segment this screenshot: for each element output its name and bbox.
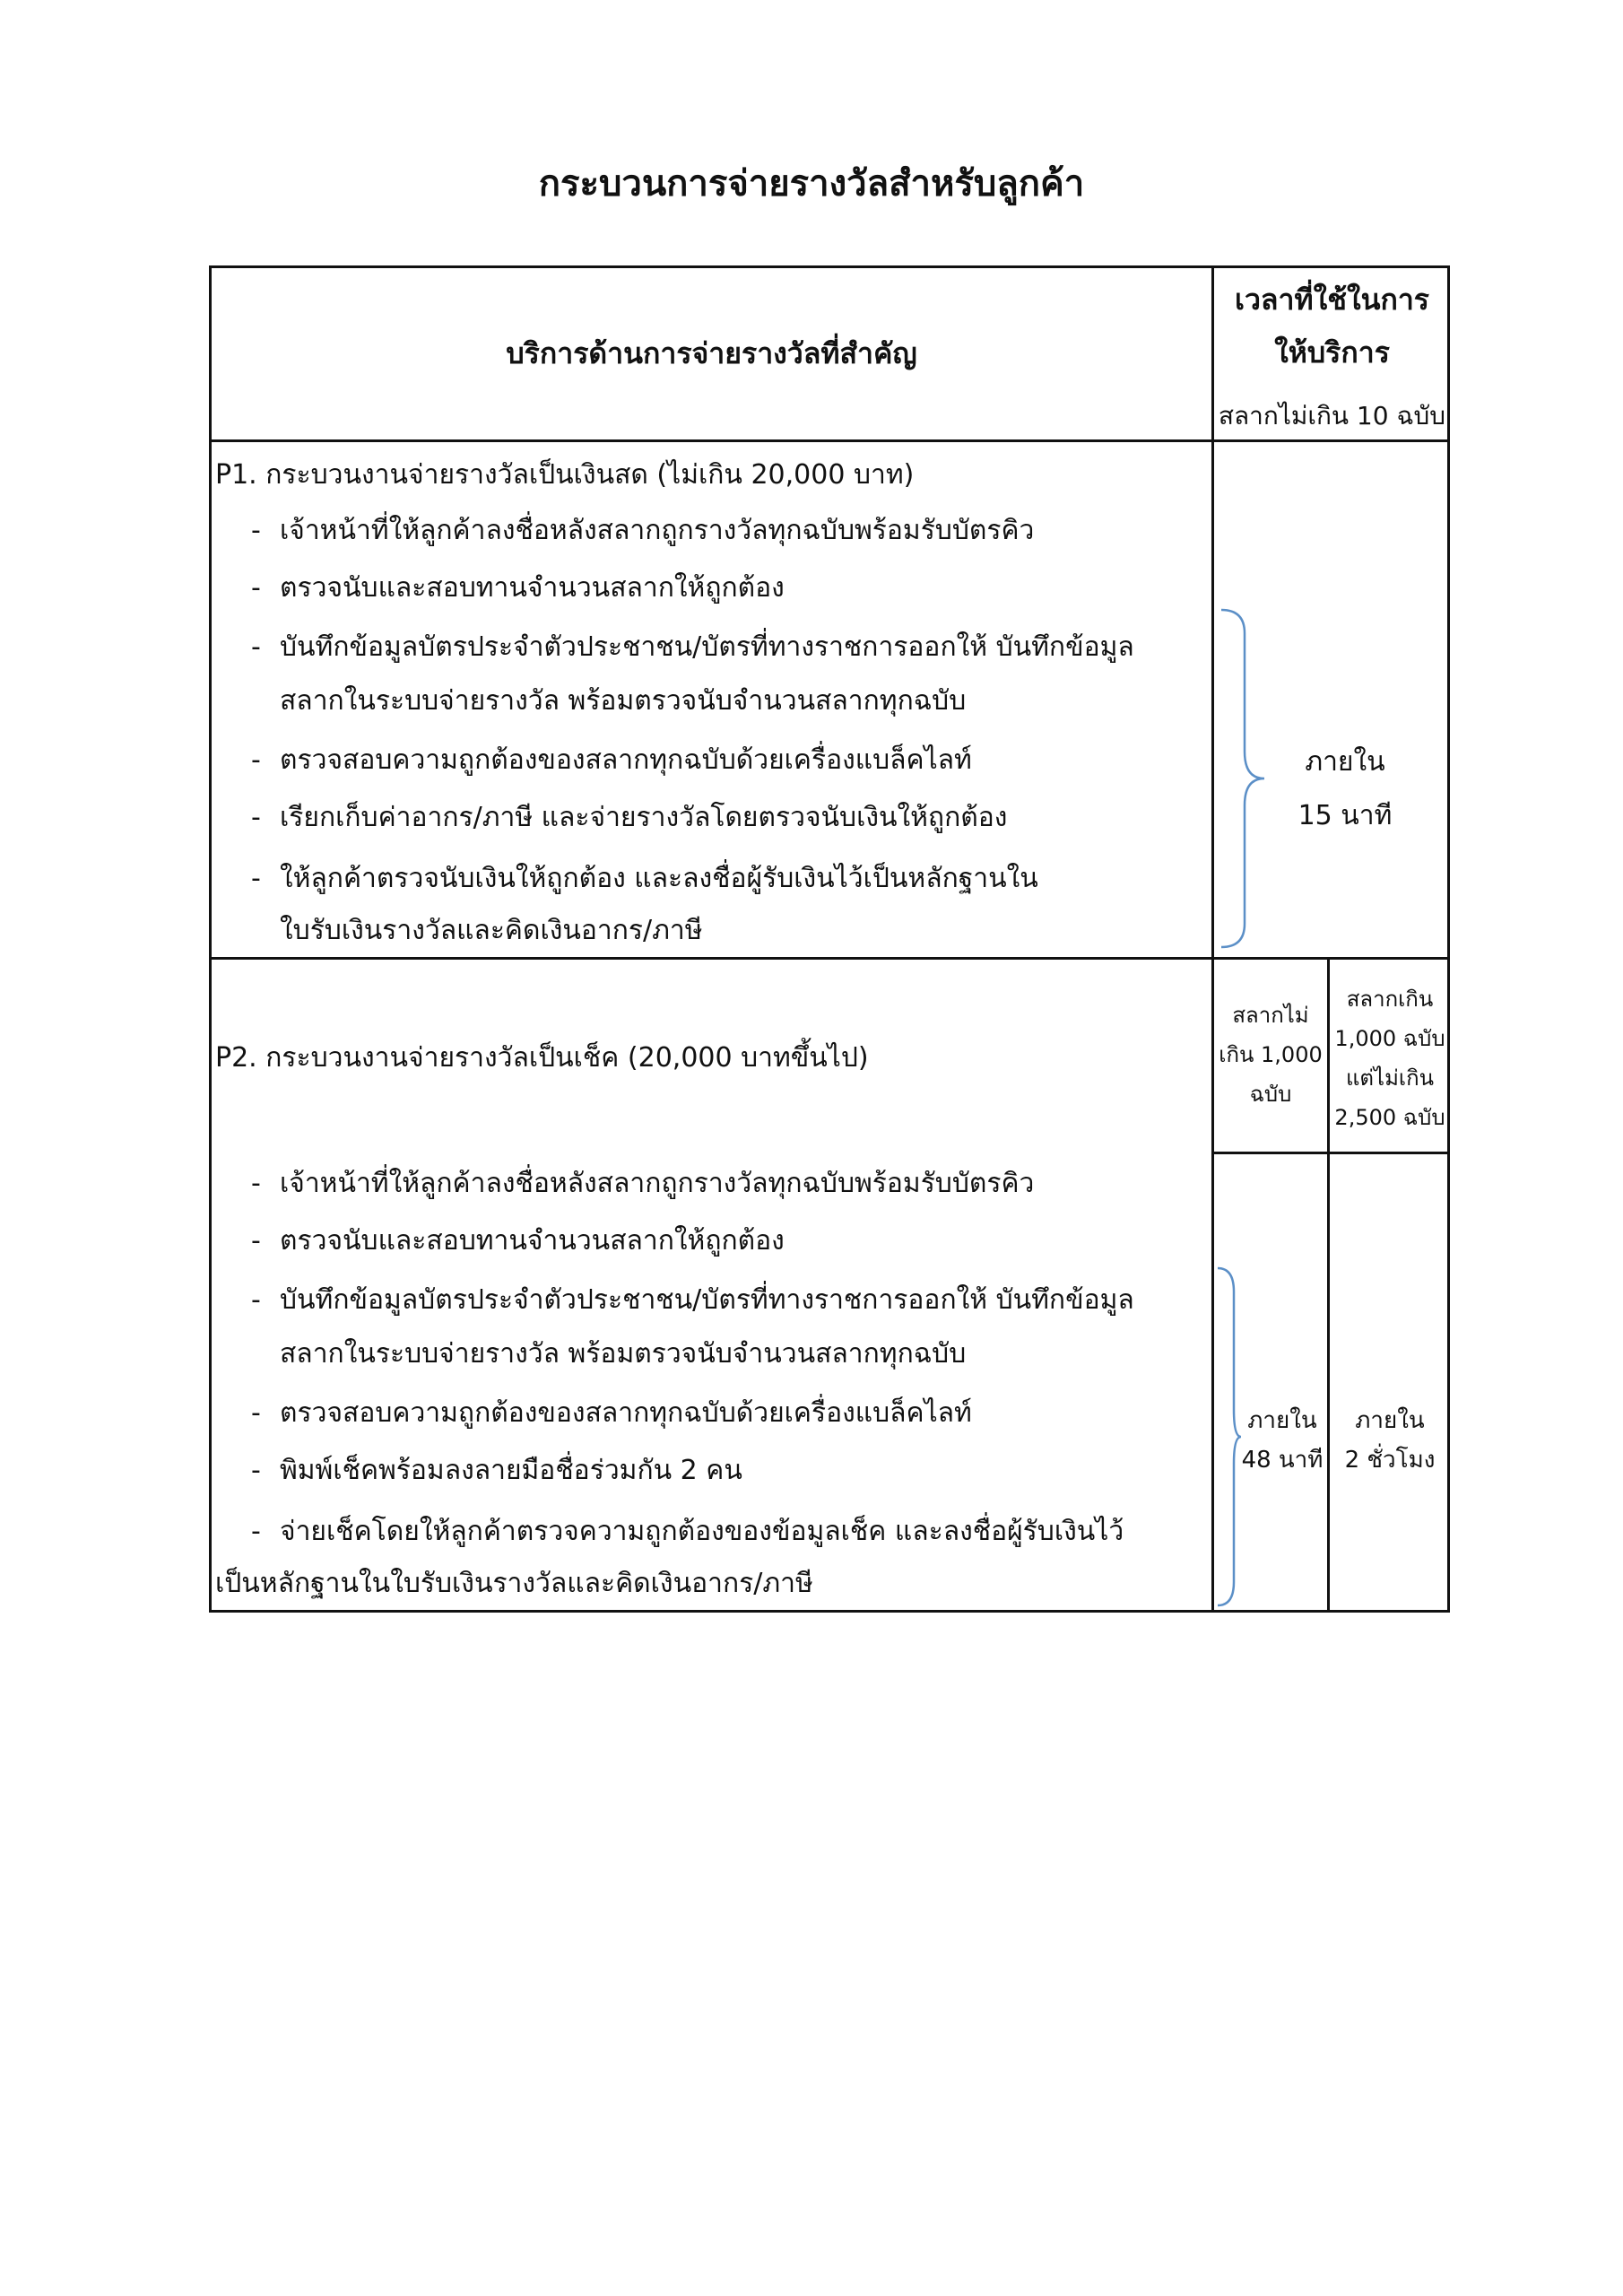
p2-step: ตรวจนับและสอบทานจำนวนสลากให้ถูกต้อง <box>280 1225 785 1257</box>
p2-time-b-line1: ภายใน <box>1355 1407 1425 1434</box>
p2-bullet: - <box>251 1284 261 1316</box>
p2-col-a-header: สลากไม่ <box>1232 1003 1309 1028</box>
p2-col-b-header: แต่ไม่เกิน <box>1345 1065 1435 1091</box>
p2-step: บันทึกข้อมูลบัตรประจำตัวประชาชน/บัตรที่ทางราชการออกให้ บันทึกข้อมูล <box>280 1284 1134 1316</box>
p1-time-line2: 15 นาที <box>1298 800 1393 831</box>
p2-step-continued: เป็นหลักฐานในใบรับเงินรางวัลและคิดเงินอากร/ภาษี <box>215 1568 813 1599</box>
p1-step: ตรวจนับและสอบทานจำนวนสลากให้ถูกต้อง <box>280 572 785 604</box>
p1-bullet: - <box>251 631 261 663</box>
p2-col-b-header: สลากเกิน <box>1346 987 1434 1012</box>
p2-bullet: - <box>251 1225 261 1257</box>
p2-step-continued: สลากในระบบจ่ายรางวัล พร้อมตรวจนับจำนวนสลากทุกฉบับ <box>280 1338 967 1370</box>
p2-heading: P2. กระบวนงานจ่ายรางวัลเป็นเช็ค (20,000 บาทขึ้นไป) <box>215 1042 869 1074</box>
p2-step: พิมพ์เช็คพร้อมลงลายมือชื่อร่วมกัน 2 คน <box>280 1455 742 1486</box>
p1-step-continued: สลากในระบบจ่ายรางวัล พร้อมตรวจนับจำนวนสลากทุกฉบับ <box>280 685 967 717</box>
p2-bullet: - <box>251 1455 261 1486</box>
table-p1-divider <box>209 957 1450 960</box>
p2-col-b-header: 1,000 ฉบับ <box>1334 1026 1445 1051</box>
p2-bullet: - <box>251 1397 261 1429</box>
table-p2-subheader-divider <box>1211 1152 1450 1154</box>
header-service: บริการด้านการจ่ายรางวัลที่สำคัญ <box>506 336 917 370</box>
p1-step: ให้ลูกค้าตรวจนับเงินให้ถูกต้อง และลงชื่อผู้รับเงินไว้เป็นหลักฐานใน <box>280 863 1038 894</box>
p2-time-a-line2: 48 นาที <box>1241 1447 1324 1474</box>
p2-time-b-line2: 2 ชั่วโมง <box>1344 1447 1436 1474</box>
p1-step-continued: ใบรับเงินรางวัลและคิดเงินอากร/ภาษี <box>280 915 703 946</box>
p1-bullet: - <box>251 802 261 833</box>
header-time-line1: เวลาที่ใช้ในการ <box>1235 283 1429 317</box>
p2-col-a-header: ฉบับ <box>1249 1082 1292 1107</box>
table-header-divider <box>209 439 1450 442</box>
p2-step: ตรวจสอบความถูกต้องของสลากทุกฉบับด้วยเครื่องแบล็คไลท์ <box>280 1397 972 1429</box>
p1-step: เรียกเก็บค่าอากร/ภาษี และจ่ายรางวัลโดยตรวจนับเงินให้ถูกต้อง <box>280 802 1008 833</box>
header-time-sub: สลากไม่เกิน 10 ฉบับ <box>1218 401 1446 430</box>
document-title: กระบวนการจ่ายรางวัลสำหรับลูกค้า <box>538 163 1085 204</box>
p1-heading: P1. กระบวนงานจ่ายรางวัลเป็นเงินสด (ไม่เกิน 20,000 บาท) <box>215 459 915 491</box>
p2-step: เจ้าหน้าที่ให้ลูกค้าลงชื่อหลังสลากถูกรางวัลทุกฉบับพร้อมรับบัตรคิว <box>280 1168 1035 1199</box>
p2-col-a-header: เกิน 1,000 <box>1219 1042 1323 1067</box>
p1-step: ตรวจสอบความถูกต้องของสลากทุกฉบับด้วยเครื่องแบล็คไลท์ <box>280 744 972 776</box>
p2-step: จ่ายเช็คโดยให้ลูกค้าตรวจความถูกต้องของข้อมูลเช็ค และลงชื่อผู้รับเงินไว้ <box>280 1516 1124 1547</box>
p2-col-b-header: 2,500 ฉบับ <box>1334 1105 1445 1130</box>
p2-time-a-line1: ภายใน <box>1247 1407 1317 1434</box>
p2-bullet: - <box>251 1516 261 1547</box>
p1-bullet: - <box>251 863 261 894</box>
p1-step: บันทึกข้อมูลบัตรประจำตัวประชาชน/บัตรที่ทางราชการออกให้ บันทึกข้อมูล <box>280 631 1134 663</box>
p1-bullet: - <box>251 515 261 546</box>
p1-time-line1: ภายใน <box>1305 746 1385 778</box>
table-col-divider <box>1211 265 1214 1613</box>
header-time-line2: ให้บริการ <box>1274 335 1390 370</box>
p1-step: เจ้าหน้าที่ให้ลูกค้าลงชื่อหลังสลากถูกรางวัลทุกฉบับพร้อมรับบัตรคิว <box>280 515 1035 546</box>
p1-bullet: - <box>251 744 261 776</box>
p1-bullet: - <box>251 572 261 604</box>
p2-bullet: - <box>251 1168 261 1199</box>
